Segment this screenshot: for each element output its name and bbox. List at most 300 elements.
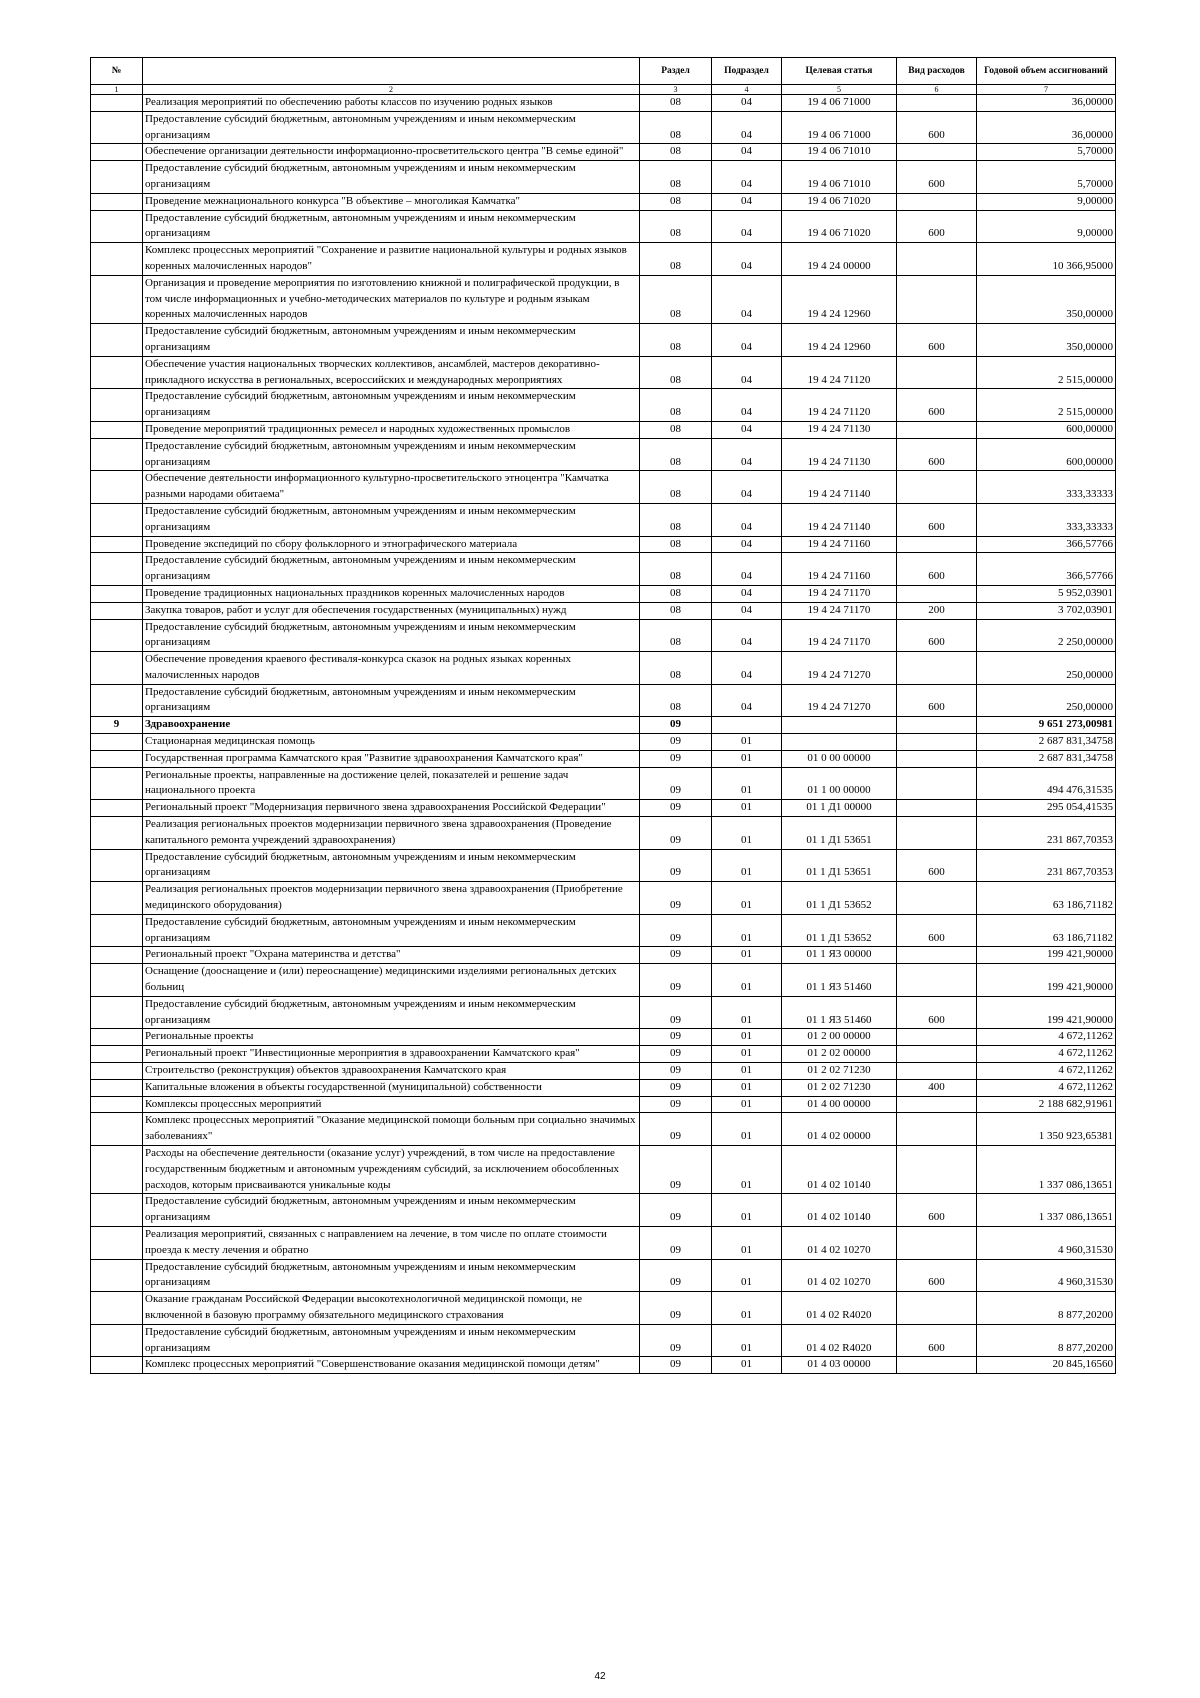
row-subsection: 01 xyxy=(712,750,782,767)
row-amount: 4 960,31530 xyxy=(977,1226,1116,1259)
row-article: 19 4 06 71010 xyxy=(782,161,897,194)
row-number xyxy=(91,503,143,536)
row-name: Региональный проект "Охрана материнства и детства" xyxy=(143,947,640,964)
table-row xyxy=(91,964,1116,997)
row-number xyxy=(91,95,143,112)
row-section: 08 xyxy=(640,193,712,210)
row-name: Предоставление субсидий бюджетным, автономным учреждениям и иным некоммерческим организациям xyxy=(143,553,640,586)
row-expense-type: 400 xyxy=(897,1079,977,1096)
row-number xyxy=(91,553,143,586)
row-expense-type xyxy=(897,243,977,276)
row-article: 01 1 00 00000 xyxy=(782,767,897,800)
column-number: 2 xyxy=(143,85,640,95)
table-row xyxy=(91,947,1116,964)
row-section: 09 xyxy=(640,717,712,734)
row-amount: 8 877,20200 xyxy=(977,1292,1116,1325)
row-name: Комплекс процессных мероприятий "Сохранение и развитие национальной культуры и родных языков коренных малочисленных народов" xyxy=(143,243,640,276)
page-number: 42 xyxy=(594,1671,606,1682)
header-section: Раздел xyxy=(640,58,712,85)
row-amount: 36,00000 xyxy=(977,111,1116,144)
row-article: 01 1 Я3 00000 xyxy=(782,947,897,964)
row-article: 01 0 00 00000 xyxy=(782,750,897,767)
row-name: Реализация мероприятий, связанных с направлением на лечение, в том числе по оплате стоимости проезда к месту лечения и обратно xyxy=(143,1226,640,1259)
table-row xyxy=(91,914,1116,947)
row-amount: 366,57766 xyxy=(977,536,1116,553)
row-number xyxy=(91,652,143,685)
row-article: 01 4 02 10270 xyxy=(782,1259,897,1292)
header-article: Целевая статья xyxy=(782,58,897,85)
row-section: 08 xyxy=(640,438,712,471)
row-amount: 231 867,70353 xyxy=(977,817,1116,850)
table-row xyxy=(91,1194,1116,1227)
row-subsection: 04 xyxy=(712,602,782,619)
table-row xyxy=(91,1096,1116,1113)
row-amount: 250,00000 xyxy=(977,684,1116,717)
row-name: Реализация региональных проектов модернизации первичного звена здравоохранения (Приобретение медицинского оборудования) xyxy=(143,882,640,915)
row-section: 09 xyxy=(640,1357,712,1374)
row-amount: 2 515,00000 xyxy=(977,389,1116,422)
row-name: Стационарная медицинская помощь xyxy=(143,734,640,751)
row-name: Организация и проведение мероприятия по изготовлению книжной и полиграфической продукции, в том числе информационных и учебно-методических материалов по культуре и родным языкам коренных малочисленных народов xyxy=(143,275,640,323)
row-article: 19 4 06 71020 xyxy=(782,193,897,210)
row-expense-type xyxy=(897,356,977,389)
row-name: Региональные проекты xyxy=(143,1029,640,1046)
row-number xyxy=(91,438,143,471)
row-article: 19 4 24 71170 xyxy=(782,619,897,652)
row-number xyxy=(91,421,143,438)
row-subsection: 04 xyxy=(712,684,782,717)
row-number xyxy=(91,914,143,947)
row-expense-type xyxy=(897,421,977,438)
row-subsection: 01 xyxy=(712,996,782,1029)
row-article: 19 4 24 71130 xyxy=(782,421,897,438)
row-number xyxy=(91,1194,143,1227)
table-row xyxy=(91,1292,1116,1325)
row-section: 09 xyxy=(640,734,712,751)
row-number xyxy=(91,111,143,144)
row-amount: 63 186,71182 xyxy=(977,914,1116,947)
row-article: 01 2 02 71230 xyxy=(782,1079,897,1096)
row-name: Комплекс процессных мероприятий "Совершенствование оказания медицинской помощи детям" xyxy=(143,1357,640,1374)
row-amount: 366,57766 xyxy=(977,553,1116,586)
row-article: 01 4 03 00000 xyxy=(782,1357,897,1374)
row-expense-type xyxy=(897,1292,977,1325)
row-number xyxy=(91,1146,143,1194)
table-row xyxy=(91,652,1116,685)
row-section: 08 xyxy=(640,536,712,553)
row-subsection: 01 xyxy=(712,767,782,800)
row-name: Предоставление субсидий бюджетным, автономным учреждениям и иным некоммерческим организациям xyxy=(143,111,640,144)
row-article: 01 1 Д1 00000 xyxy=(782,800,897,817)
table-row xyxy=(91,1063,1116,1080)
header-expense-type: Вид расходов xyxy=(897,58,977,85)
row-amount: 4 672,11262 xyxy=(977,1079,1116,1096)
row-subsection: 01 xyxy=(712,1292,782,1325)
row-number xyxy=(91,1324,143,1357)
row-amount: 10 366,95000 xyxy=(977,243,1116,276)
row-section: 08 xyxy=(640,275,712,323)
row-section: 08 xyxy=(640,210,712,243)
row-article: 01 4 00 00000 xyxy=(782,1096,897,1113)
row-article: 01 2 02 71230 xyxy=(782,1063,897,1080)
table-row xyxy=(91,1046,1116,1063)
row-article: 01 1 Д1 53651 xyxy=(782,817,897,850)
row-article: 19 4 24 71270 xyxy=(782,684,897,717)
row-amount: 9 651 273,00981 xyxy=(977,717,1116,734)
row-section: 09 xyxy=(640,1113,712,1146)
row-subsection: 01 xyxy=(712,817,782,850)
row-expense-type: 600 xyxy=(897,849,977,882)
row-article: 01 1 Я3 51460 xyxy=(782,996,897,1029)
column-number: 4 xyxy=(712,85,782,95)
budget-table xyxy=(90,57,1116,1374)
row-expense-type xyxy=(897,1146,977,1194)
table-row xyxy=(91,421,1116,438)
row-subsection: 01 xyxy=(712,1079,782,1096)
row-expense-type: 600 xyxy=(897,210,977,243)
table-row xyxy=(91,503,1116,536)
row-article: 19 4 24 71170 xyxy=(782,602,897,619)
row-amount: 1 337 086,13651 xyxy=(977,1146,1116,1194)
row-article: 19 4 06 71020 xyxy=(782,210,897,243)
row-expense-type xyxy=(897,964,977,997)
row-number xyxy=(91,585,143,602)
table-row xyxy=(91,210,1116,243)
table-row xyxy=(91,619,1116,652)
row-number xyxy=(91,734,143,751)
row-subsection: 04 xyxy=(712,95,782,112)
row-section: 08 xyxy=(640,421,712,438)
row-number xyxy=(91,619,143,652)
row-expense-type xyxy=(897,652,977,685)
row-article: 01 1 Я3 51460 xyxy=(782,964,897,997)
row-amount: 4 672,11262 xyxy=(977,1063,1116,1080)
row-amount: 350,00000 xyxy=(977,324,1116,357)
row-name: Предоставление субсидий бюджетным, автономным учреждениям и иным некоммерческим организациям xyxy=(143,619,640,652)
row-subsection: 04 xyxy=(712,652,782,685)
table-row xyxy=(91,161,1116,194)
row-number xyxy=(91,1259,143,1292)
row-number xyxy=(91,1226,143,1259)
row-expense-type xyxy=(897,95,977,112)
column-number: 5 xyxy=(782,85,897,95)
row-name: Реализация мероприятий по обеспечению работы классов по изучению родных языков xyxy=(143,95,640,112)
row-number xyxy=(91,849,143,882)
row-amount: 20 845,16560 xyxy=(977,1357,1116,1374)
row-amount: 5 952,03901 xyxy=(977,585,1116,602)
row-subsection: 01 xyxy=(712,1096,782,1113)
row-name: Предоставление субсидий бюджетным, автономным учреждениям и иным некоммерческим организациям xyxy=(143,849,640,882)
row-subsection: 01 xyxy=(712,914,782,947)
row-name: Капитальные вложения в объекты государственной (муниципальной) собственности xyxy=(143,1079,640,1096)
row-section: 08 xyxy=(640,619,712,652)
table-row xyxy=(91,536,1116,553)
row-subsection: 04 xyxy=(712,536,782,553)
row-amount: 2 515,00000 xyxy=(977,356,1116,389)
row-section: 09 xyxy=(640,1226,712,1259)
row-subsection: 01 xyxy=(712,800,782,817)
row-subsection: 04 xyxy=(712,144,782,161)
row-section: 09 xyxy=(640,1146,712,1194)
row-section: 09 xyxy=(640,1096,712,1113)
table-row xyxy=(91,1029,1116,1046)
row-number xyxy=(91,1029,143,1046)
row-amount: 250,00000 xyxy=(977,652,1116,685)
row-section: 08 xyxy=(640,324,712,357)
table-row xyxy=(91,95,1116,112)
row-name: Предоставление субсидий бюджетным, автономным учреждениям и иным некоммерческим организациям xyxy=(143,503,640,536)
row-expense-type xyxy=(897,767,977,800)
row-name: Предоставление субсидий бюджетным, автономным учреждениям и иным некоммерческим организациям xyxy=(143,438,640,471)
table-row xyxy=(91,356,1116,389)
row-amount: 1 337 086,13651 xyxy=(977,1194,1116,1227)
header-subsection: Подраздел xyxy=(712,58,782,85)
row-expense-type xyxy=(897,717,977,734)
row-article: 01 2 02 00000 xyxy=(782,1046,897,1063)
row-article: 19 4 24 71120 xyxy=(782,356,897,389)
row-name: Комплекс процессных мероприятий "Оказание медицинской помощи больным при социально значимых заболеваниях" xyxy=(143,1113,640,1146)
row-amount: 199 421,90000 xyxy=(977,964,1116,997)
row-subsection: 04 xyxy=(712,585,782,602)
row-section: 09 xyxy=(640,817,712,850)
row-subsection: 01 xyxy=(712,1357,782,1374)
row-expense-type: 600 xyxy=(897,1194,977,1227)
row-section: 09 xyxy=(640,1046,712,1063)
row-amount: 600,00000 xyxy=(977,421,1116,438)
table-row xyxy=(91,389,1116,422)
row-expense-type xyxy=(897,882,977,915)
table-row xyxy=(91,717,1116,734)
row-number xyxy=(91,243,143,276)
row-name: Проведение мероприятий традиционных ремесел и народных художественных промыслов xyxy=(143,421,640,438)
row-number xyxy=(91,684,143,717)
row-name: Предоставление субсидий бюджетным, автономным учреждениям и иным некоммерческим организациям xyxy=(143,161,640,194)
row-section: 08 xyxy=(640,243,712,276)
row-subsection: 04 xyxy=(712,111,782,144)
table-row xyxy=(91,193,1116,210)
row-section: 08 xyxy=(640,684,712,717)
row-subsection: 04 xyxy=(712,243,782,276)
row-name: Комплексы процессных мероприятий xyxy=(143,1096,640,1113)
row-article: 19 4 06 71000 xyxy=(782,111,897,144)
row-number: 9 xyxy=(91,717,143,734)
row-expense-type xyxy=(897,1113,977,1146)
row-number xyxy=(91,1079,143,1096)
row-subsection: 04 xyxy=(712,161,782,194)
table-row xyxy=(91,849,1116,882)
row-subsection: 04 xyxy=(712,471,782,504)
row-subsection: 04 xyxy=(712,389,782,422)
row-number xyxy=(91,1046,143,1063)
row-amount: 4 672,11262 xyxy=(977,1046,1116,1063)
row-subsection xyxy=(712,717,782,734)
row-name: Проведение экспедиций по сбору фольклорного и этнографического материала xyxy=(143,536,640,553)
row-section: 08 xyxy=(640,585,712,602)
row-amount: 36,00000 xyxy=(977,95,1116,112)
column-numbers-row xyxy=(91,85,1116,95)
row-amount: 2 188 682,91961 xyxy=(977,1096,1116,1113)
row-section: 08 xyxy=(640,356,712,389)
row-amount: 199 421,90000 xyxy=(977,947,1116,964)
row-article: 19 4 24 12960 xyxy=(782,324,897,357)
row-article: 19 4 24 71170 xyxy=(782,585,897,602)
row-number xyxy=(91,1113,143,1146)
row-amount: 5,70000 xyxy=(977,161,1116,194)
header-num: № xyxy=(91,58,143,85)
row-name: Строительство (реконструкция) объектов здравоохранения Камчатского края xyxy=(143,1063,640,1080)
row-name: Региональные проекты, направленные на достижение целей, показателей и решение задач национального проекта xyxy=(143,767,640,800)
row-expense-type xyxy=(897,275,977,323)
row-subsection: 01 xyxy=(712,1146,782,1194)
row-article: 19 4 24 00000 xyxy=(782,243,897,276)
row-subsection: 04 xyxy=(712,438,782,471)
row-number xyxy=(91,389,143,422)
row-amount: 600,00000 xyxy=(977,438,1116,471)
row-amount: 9,00000 xyxy=(977,193,1116,210)
row-name: Расходы на обеспечение деятельности (оказание услуг) учреждений, в том числе на предоставление государственным бюджетным и автономным учреждениям субсидий, за исключением обособленных расходов, которым присваиваются уникальные коды xyxy=(143,1146,640,1194)
table-row xyxy=(91,1226,1116,1259)
row-expense-type: 600 xyxy=(897,161,977,194)
row-name: Предоставление субсидий бюджетным, автономным учреждениям и иным некоммерческим организациям xyxy=(143,1259,640,1292)
row-section: 09 xyxy=(640,996,712,1029)
row-number xyxy=(91,1357,143,1374)
row-number xyxy=(91,964,143,997)
row-amount: 2 687 831,34758 xyxy=(977,750,1116,767)
row-article: 19 4 24 71140 xyxy=(782,471,897,504)
row-number xyxy=(91,536,143,553)
row-subsection: 01 xyxy=(712,734,782,751)
table-row xyxy=(91,1324,1116,1357)
row-article xyxy=(782,717,897,734)
row-article: 19 4 24 12960 xyxy=(782,275,897,323)
table-row xyxy=(91,882,1116,915)
row-expense-type xyxy=(897,1357,977,1374)
row-subsection: 04 xyxy=(712,503,782,536)
row-number xyxy=(91,817,143,850)
table-row xyxy=(91,144,1116,161)
row-expense-type: 600 xyxy=(897,553,977,586)
row-amount: 8 877,20200 xyxy=(977,1324,1116,1357)
row-number xyxy=(91,275,143,323)
row-section: 09 xyxy=(640,1063,712,1080)
row-article: 01 4 02 00000 xyxy=(782,1113,897,1146)
row-expense-type xyxy=(897,1046,977,1063)
row-subsection: 01 xyxy=(712,882,782,915)
row-name: Предоставление субсидий бюджетным, автономным учреждениям и иным некоммерческим организациям xyxy=(143,996,640,1029)
table-row xyxy=(91,1113,1116,1146)
row-number xyxy=(91,144,143,161)
row-number xyxy=(91,947,143,964)
row-number xyxy=(91,1096,143,1113)
row-amount: 63 186,71182 xyxy=(977,882,1116,915)
row-expense-type: 600 xyxy=(897,996,977,1029)
row-section: 08 xyxy=(640,389,712,422)
row-article: 19 4 24 71120 xyxy=(782,389,897,422)
row-expense-type: 600 xyxy=(897,1259,977,1292)
row-section: 09 xyxy=(640,849,712,882)
row-expense-type xyxy=(897,585,977,602)
row-article: 19 4 24 71140 xyxy=(782,503,897,536)
row-number xyxy=(91,471,143,504)
table-row xyxy=(91,275,1116,323)
row-subsection: 01 xyxy=(712,1046,782,1063)
row-section: 08 xyxy=(640,471,712,504)
row-section: 08 xyxy=(640,503,712,536)
row-expense-type xyxy=(897,750,977,767)
header-amount: Годовой объем ассигнований xyxy=(977,58,1116,85)
table-row xyxy=(91,817,1116,850)
row-article: 19 4 24 71160 xyxy=(782,536,897,553)
row-section: 09 xyxy=(640,800,712,817)
row-amount: 3 702,03901 xyxy=(977,602,1116,619)
column-number: 6 xyxy=(897,85,977,95)
column-number: 3 xyxy=(640,85,712,95)
row-section: 09 xyxy=(640,750,712,767)
row-name: Реализация региональных проектов модернизации первичного звена здравоохранения (Проведение капитального ремонта учреждений здравоохранения) xyxy=(143,817,640,850)
row-subsection: 01 xyxy=(712,1063,782,1080)
row-name: Обеспечение участия национальных творческих коллективов, ансамблей, мастеров декоративно-прикладного искусства в региональных, всероссийских и международных мероприятиях xyxy=(143,356,640,389)
row-section: 08 xyxy=(640,95,712,112)
row-number xyxy=(91,356,143,389)
row-expense-type: 600 xyxy=(897,619,977,652)
row-expense-type xyxy=(897,1096,977,1113)
row-subsection: 04 xyxy=(712,275,782,323)
row-article: 01 4 02 10140 xyxy=(782,1146,897,1194)
row-subsection: 04 xyxy=(712,324,782,357)
table-row xyxy=(91,767,1116,800)
row-article xyxy=(782,734,897,751)
row-amount: 2 250,00000 xyxy=(977,619,1116,652)
table-row xyxy=(91,585,1116,602)
row-section: 09 xyxy=(640,1029,712,1046)
row-section: 08 xyxy=(640,161,712,194)
row-expense-type xyxy=(897,471,977,504)
table-row xyxy=(91,1079,1116,1096)
row-expense-type xyxy=(897,1226,977,1259)
row-subsection: 01 xyxy=(712,1194,782,1227)
row-number xyxy=(91,602,143,619)
row-expense-type xyxy=(897,817,977,850)
row-amount: 350,00000 xyxy=(977,275,1116,323)
row-section: 09 xyxy=(640,1194,712,1227)
row-name: Проведение межнационального конкурса "В объективе – многоликая Камчатка" xyxy=(143,193,640,210)
row-name: Предоставление субсидий бюджетным, автономным учреждениям и иным некоммерческим организациям xyxy=(143,324,640,357)
table-row xyxy=(91,471,1116,504)
table-row xyxy=(91,324,1116,357)
row-number xyxy=(91,767,143,800)
row-expense-type: 600 xyxy=(897,1324,977,1357)
row-amount: 333,33333 xyxy=(977,503,1116,536)
row-expense-type: 600 xyxy=(897,914,977,947)
header-name xyxy=(143,58,640,85)
row-subsection: 01 xyxy=(712,1324,782,1357)
row-name: Обеспечение деятельности информационного культурно-просветительского этноцентра "Камчатка разными народами обитаема" xyxy=(143,471,640,504)
row-expense-type: 600 xyxy=(897,111,977,144)
row-expense-type xyxy=(897,144,977,161)
row-number xyxy=(91,1063,143,1080)
table-row xyxy=(91,996,1116,1029)
row-name: Обеспечение организации деятельности информационно-просветительского центра "В семье единой" xyxy=(143,144,640,161)
row-expense-type xyxy=(897,734,977,751)
row-expense-type xyxy=(897,1029,977,1046)
table-row xyxy=(91,553,1116,586)
row-section: 09 xyxy=(640,964,712,997)
row-amount: 199 421,90000 xyxy=(977,996,1116,1029)
row-article: 01 4 02 10270 xyxy=(782,1226,897,1259)
row-name: Обеспечение проведения краевого фестиваля-конкурса сказок на родных языках коренных малочисленных народов xyxy=(143,652,640,685)
row-subsection: 04 xyxy=(712,553,782,586)
row-number xyxy=(91,996,143,1029)
